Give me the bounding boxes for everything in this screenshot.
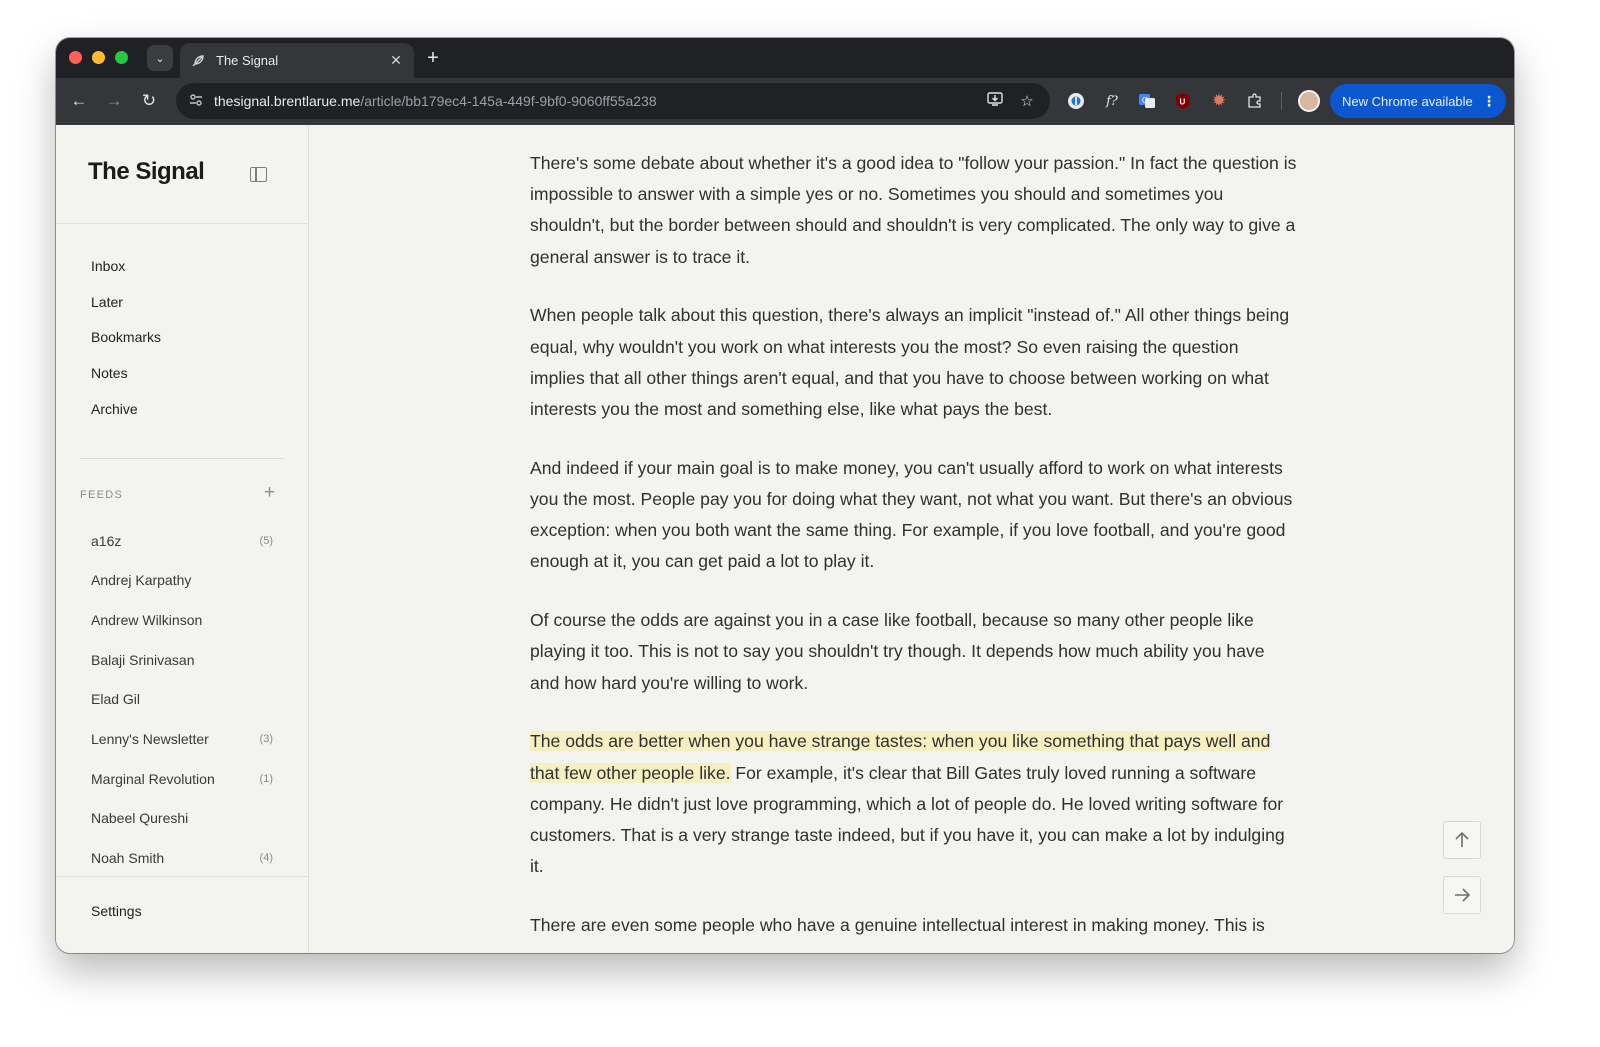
feed-item-elad-gil[interactable] bbox=[91, 691, 273, 707]
nav-item-later[interactable]: Later bbox=[91, 294, 123, 310]
feed-item-andrew-wilkinson[interactable] bbox=[91, 612, 273, 628]
password-manager-extension-icon[interactable] bbox=[1066, 91, 1086, 111]
tab-title: The Signal bbox=[216, 53, 279, 68]
feed-name: Lenny's Newsletter bbox=[91, 731, 209, 747]
close-tab-icon[interactable]: ✕ bbox=[390, 52, 402, 68]
add-feed-icon[interactable]: + bbox=[264, 482, 276, 503]
feed-item-noah-smith[interactable] bbox=[91, 850, 273, 866]
highlight-span[interactable]: The odds are better when you have strange tastes: when you like something that pays well and that few other people like. bbox=[530, 731, 1271, 783]
feed-unread-count: (1) bbox=[259, 773, 273, 785]
url-path: /article/bb179ec4-145a-449f-9bf0-9060ff55a238 bbox=[360, 93, 657, 109]
article-paragraph: There's some debate about whether it's a good idea to "follow your passion." In fact the question is impossible to answer with a simple yes or no. Sometimes you should and sometimes you shouldn't, but the border between should and shouldn't is very complicated. The only way to give a general answer is to trace it. bbox=[530, 153, 1297, 267]
url-host: thesignal.brentlarue.me bbox=[214, 93, 361, 109]
nav-item-inbox[interactable]: Inbox bbox=[91, 258, 126, 274]
settings-link[interactable]: Settings bbox=[91, 903, 142, 919]
page-content bbox=[56, 125, 1514, 953]
feed-name: Nabeel Qureshi bbox=[91, 810, 189, 826]
tab-strip bbox=[56, 38, 1514, 78]
feed-name: a16z bbox=[91, 533, 122, 549]
feed-item-nabeel-qureshi[interactable] bbox=[91, 810, 273, 826]
claude-extension-icon[interactable]: ✹ bbox=[1211, 91, 1227, 110]
arrow-up-icon bbox=[1454, 831, 1470, 849]
toolbar-separator bbox=[1281, 92, 1282, 110]
feed-unread-count: (4) bbox=[259, 852, 273, 864]
address-bar[interactable] bbox=[176, 83, 1050, 119]
new-tab-button[interactable]: + bbox=[427, 47, 439, 69]
back-icon[interactable]: ← bbox=[70, 91, 88, 110]
reload-icon[interactable]: ↻ bbox=[141, 91, 157, 110]
article-paragraph: And indeed if your main goal is to make money, you can't usually afford to work on what interests you the most. People pay you for doing what they want, not what you want. But there's an obvious exception: when you both want the same thing. For example, if you love football, and you're good enough at it, you can get paid a lot to play it. bbox=[530, 457, 1293, 572]
feed-item-a16z[interactable] bbox=[91, 533, 273, 549]
sidebar bbox=[56, 125, 309, 953]
formula-extension-icon[interactable]: f? bbox=[1106, 93, 1118, 109]
article-paragraph: There are even some people who have a genuine intellectual interest in making money. This is bbox=[530, 915, 1265, 936]
url-text[interactable] bbox=[214, 93, 974, 109]
paragraph-text: For example, it's clear that Bill Gates truly loved running a software company. He didn't just love programming, which a lot of people do. He loved writing software for customers. That is a very strange taste indeed, but if you have it, you can make a lot by indulging it. bbox=[530, 762, 1285, 877]
close-window-button[interactable] bbox=[69, 51, 82, 64]
browser-toolbar bbox=[56, 78, 1514, 125]
install-app-icon[interactable] bbox=[984, 92, 1006, 110]
article-paragraph-highlighted bbox=[530, 726, 1298, 882]
feed-name: Marginal Revolution bbox=[91, 771, 215, 787]
feed-name: Balaji Srinivasan bbox=[91, 652, 195, 668]
profile-avatar[interactable] bbox=[1298, 90, 1320, 112]
feed-unread-count: (3) bbox=[259, 733, 273, 745]
feed-name: Andrej Karpathy bbox=[91, 572, 192, 588]
new-chrome-available-button[interactable] bbox=[1330, 84, 1506, 118]
bookmark-star-icon[interactable]: ☆ bbox=[1020, 93, 1034, 110]
maximize-window-button[interactable] bbox=[115, 51, 128, 64]
feed-item-marginal-revolution[interactable] bbox=[91, 771, 273, 787]
feed-unread-count: (5) bbox=[259, 535, 273, 547]
sidebar-toggle-icon[interactable] bbox=[250, 167, 267, 182]
browser-window bbox=[56, 38, 1514, 953]
svg-text:G: G bbox=[1142, 96, 1149, 105]
ublock-extension-icon[interactable] bbox=[1173, 91, 1193, 111]
article-paragraph: Of course the odds are against you in a case like football, because so many other people like playing it too. This is not to say you shouldn't try though. It depends how much ability you have and how hard you're willing to work. bbox=[530, 610, 1265, 693]
feed-item-andrej-karpathy[interactable] bbox=[91, 572, 273, 588]
app-title: The Signal bbox=[88, 158, 205, 185]
minimize-window-button[interactable] bbox=[92, 51, 105, 64]
arrow-right-icon bbox=[1453, 887, 1471, 903]
article-body bbox=[530, 148, 1298, 953]
nav-item-bookmarks[interactable]: Bookmarks bbox=[91, 329, 162, 345]
site-info-icon[interactable] bbox=[186, 93, 206, 110]
feeds-header: FEEDS bbox=[80, 489, 124, 501]
scroll-to-top-button[interactable] bbox=[1443, 821, 1481, 859]
article-paragraph: When people talk about this question, there's always an implicit "instead of." All other things being equal, why wouldn't you work on what interests you the most? So even raising the question implies that all other things aren't equal, and that you have to choose between working on what interests you the most and something else, like what pays the best. bbox=[530, 305, 1290, 420]
translate-extension-icon[interactable] bbox=[1137, 91, 1157, 111]
divider bbox=[56, 876, 308, 877]
active-tab[interactable] bbox=[180, 43, 414, 78]
tab-search-chevron-icon[interactable]: ⌄ bbox=[147, 45, 173, 71]
extensions-puzzle-icon[interactable] bbox=[1245, 91, 1265, 111]
update-label: New Chrome available bbox=[1342, 93, 1473, 109]
nav-item-archive[interactable]: Archive bbox=[91, 401, 138, 417]
feed-name: Andrew Wilkinson bbox=[91, 612, 203, 628]
divider bbox=[80, 458, 284, 459]
divider bbox=[56, 223, 308, 224]
feed-name: Elad Gil bbox=[91, 691, 141, 707]
next-article-button[interactable] bbox=[1443, 876, 1481, 914]
more-menu-icon[interactable]: ⋮ bbox=[1482, 92, 1496, 109]
feed-name: Noah Smith bbox=[91, 850, 165, 866]
svg-text:U: U bbox=[1179, 97, 1186, 107]
feed-item-lennys-newsletter[interactable] bbox=[91, 731, 273, 747]
feed-item-balaji-srinivasan[interactable] bbox=[91, 652, 273, 668]
nav-item-notes[interactable]: Notes bbox=[91, 365, 128, 381]
feather-favicon-icon bbox=[190, 53, 206, 69]
forward-icon[interactable]: → bbox=[105, 91, 123, 110]
